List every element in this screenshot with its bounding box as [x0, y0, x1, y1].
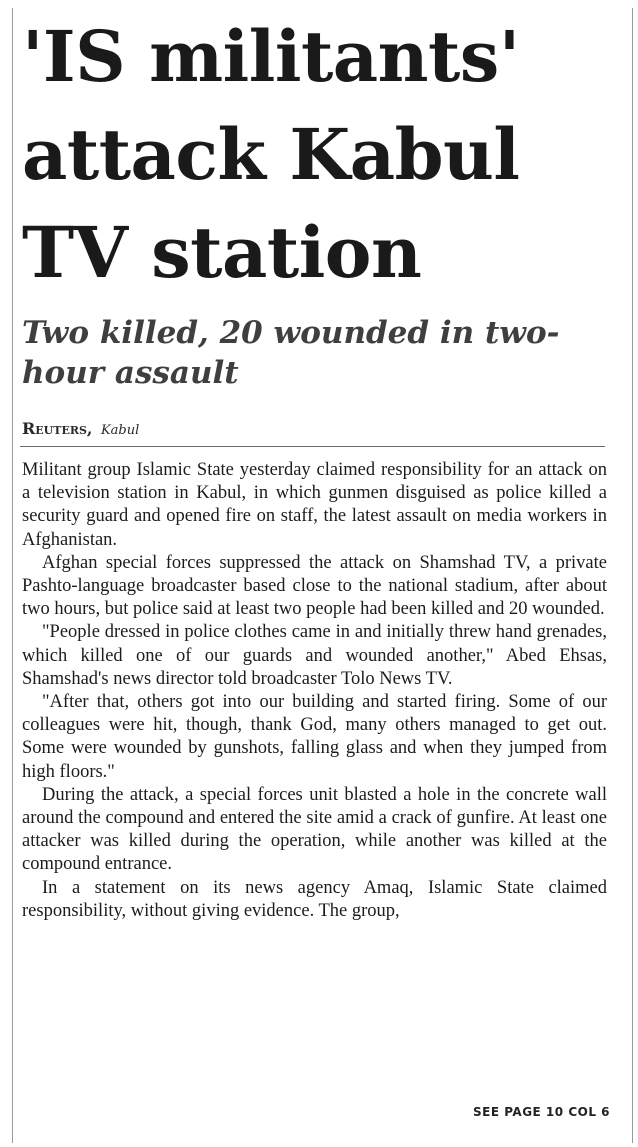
article-paragraph: In a statement on its news agency Amaq, Islamic State claimed responsibility, without giving evidence. The group, [22, 877, 607, 921]
article-paragraph: "After that, others got into our building and started firing. Some of our colleagues were hit, though, thank God, many others managed to get out. Some were wounded by gunshots, falling glass and when they jumped from high floors." [22, 692, 607, 782]
subheadline: Two killed, 20 wounded in two-hour assault [22, 315, 560, 391]
byline-divider [20, 446, 605, 447]
article-paragraph: During the attack, a special forces unit blasted a hole in the concrete wall around the compound and entered the site amid a crack of gunfire. At least one attacker was killed during the operation, while another was killed at the compound entrance. [22, 784, 607, 875]
byline-agency: Reuters, [22, 419, 93, 438]
article-body [22, 459, 607, 923]
headline: 'IS militants' attack Kabul TV station [22, 15, 520, 294]
column-rule-right [632, 8, 633, 1143]
column-rule-left [12, 8, 13, 1143]
byline-location: Kabul [100, 423, 140, 438]
article-paragraph: Afghan special forces suppressed the attack on Shamshad TV, a private Pashto-language broadcaster based close to the national stadium, after about two hours, but police said at least two people had been killed and 20 wounded. [22, 552, 607, 620]
continuation-jump: SEE PAGE 10 COL 6 [473, 1105, 610, 1119]
byline [22, 420, 139, 440]
article-paragraph: "People dressed in police clothes came in and initially threw hand grenades, which killed one of our guards and wounded another," Abed Ehsas, Shamshad's news director told broadcaster Tolo News TV. [22, 622, 607, 689]
article-paragraph: Militant group Islamic State yesterday claimed responsibility for an attack on a television station in Kabul, in which gunmen disguised as police killed a security guard and opened fire on staff, the latest assault on media workers in Afghanistan. [22, 460, 607, 550]
